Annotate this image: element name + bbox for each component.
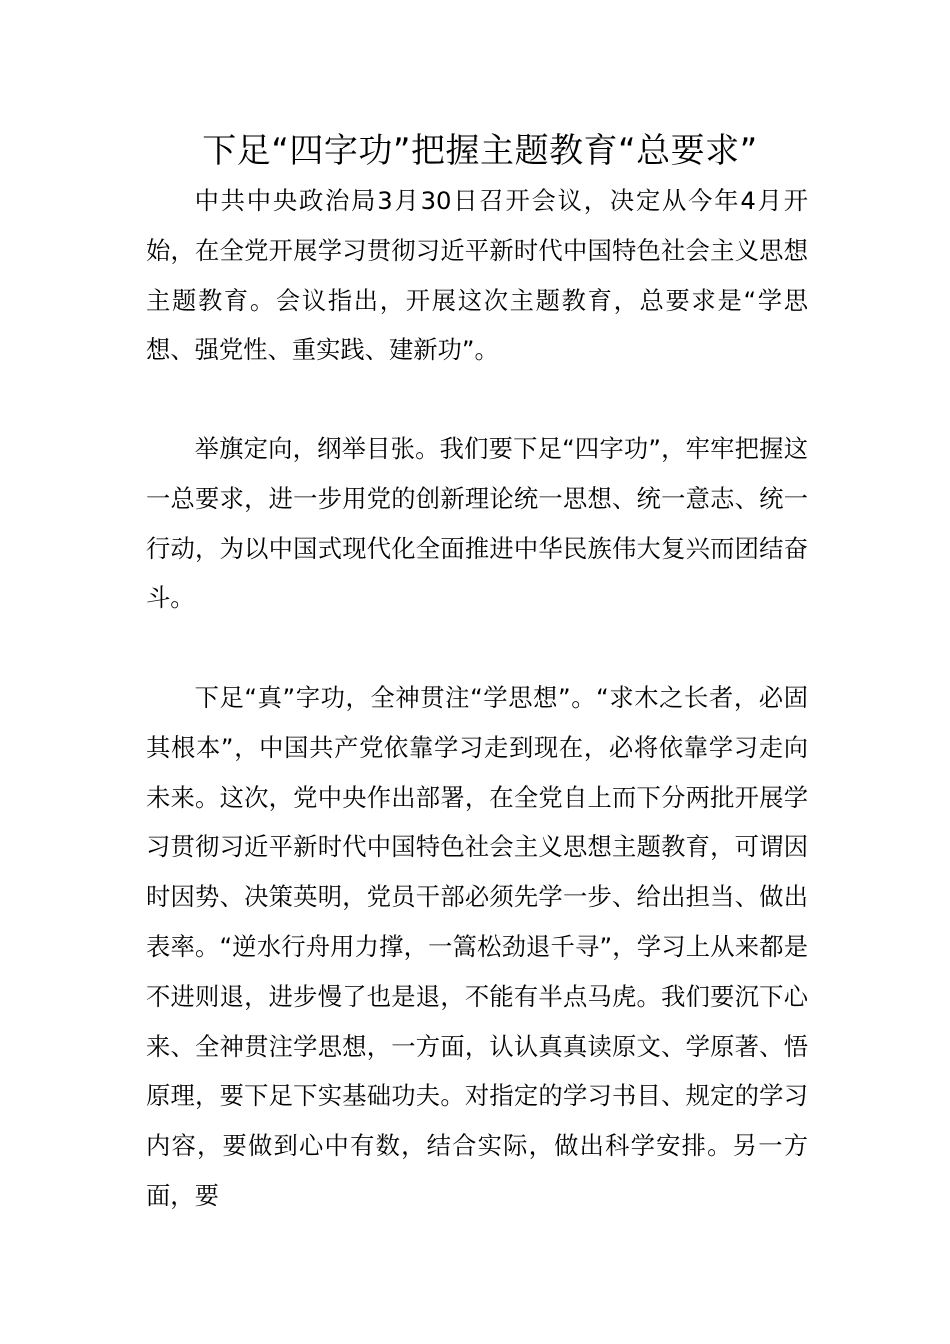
paragraph-1: 中共中央政治局3月30日召开会议，决定从今年4月开始，在全党开展学习贯彻习近平新时代中国特色社会主义思想主题教育。会议指出，开展这次主题教育，总要求是“学思想、强党性、重实践、建新功”。 — [146, 186, 808, 365]
paragraph-3: 下足“真”字功，全神贯注“学思想”。“求木之长者，必固其根本”，中国共产党依靠学习走到现在，必将依靠学习走向未来。这次，党中央作出部署，在全党自上而下分两批开展学习贯彻习近平新时代中国特色社会主义思想主题教育，可谓因时因势、决策英明，党员干部必须先学一步、给出担当、做出表率。“逆水行舟用力撑，一篙松劲退千寻”，学习上从来都是不进则退，进步慢了也是退，不能有半点马虎。我们要沉下心来、全神贯注学思想，一方面，认认真真读原文、学原著、悟原理，要下足下实基础功夫。对指定的学习书目、规定的学习内容，要做到心中有数，结合实际，做出科学安排。另一方面，要 — [146, 683, 808, 1210]
document-title: 下足“四字功”把握主题教育“总要求” — [202, 131, 758, 171]
paragraph-2: 举旗定向，纲举目张。我们要下足“四字功”，牢牢把握这一总要求，进一步用党的创新理论统一思想、统一意志、统一行动，为以中国式现代化全面推进中华民族伟大复兴而团结奋斗。 — [146, 434, 808, 613]
